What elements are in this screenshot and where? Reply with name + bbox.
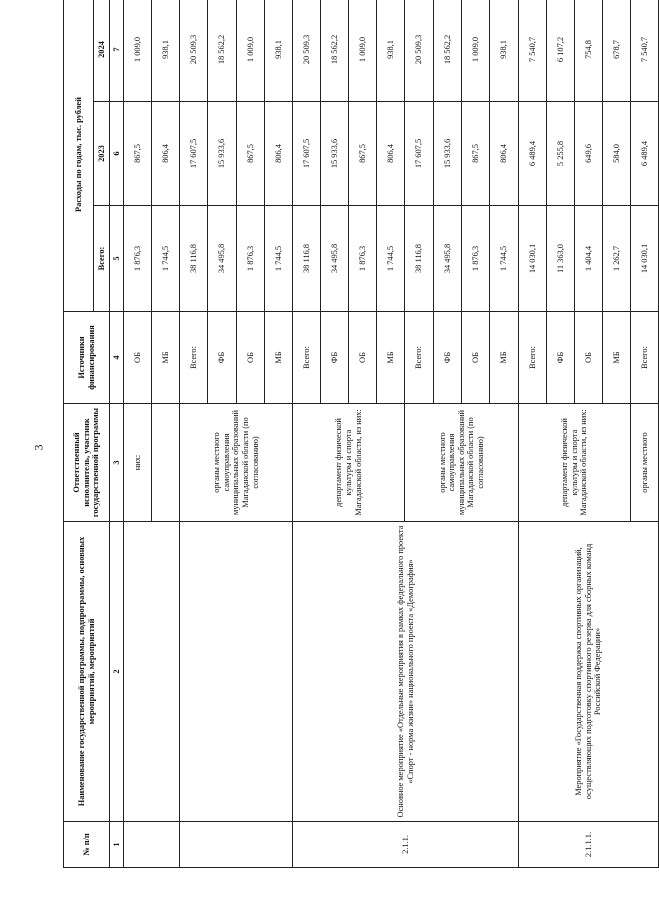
- value-2023-cell: 6 489,4: [518, 102, 546, 206]
- item-number: 2.1.1.: [293, 822, 518, 868]
- total-cell: 14 030,1: [518, 206, 546, 312]
- value-2023-cell: 17 607,5: [293, 102, 321, 206]
- value-2024-cell: 1 009,0: [124, 0, 152, 102]
- table-row: [180, 0, 208, 868]
- index-cell: 3: [110, 404, 124, 522]
- total-cell: 1 744,5: [377, 206, 405, 312]
- source-cell: ОБ: [236, 312, 264, 404]
- item-number: 2.1.1.1.: [518, 822, 658, 868]
- value-2023-cell: 806,4: [152, 102, 180, 206]
- value-2023-cell: 5 255,8: [546, 102, 574, 206]
- source-cell: Всего:: [405, 312, 433, 404]
- header-source: Источники финансирования: [64, 312, 110, 404]
- source-cell: Всего:: [630, 312, 658, 404]
- index-cell: 7: [110, 0, 124, 102]
- index-cell: 6: [110, 102, 124, 206]
- value-2023-cell: 15 933,6: [208, 102, 236, 206]
- total-cell: 34 495,8: [208, 206, 236, 312]
- source-cell: ФБ: [433, 312, 461, 404]
- index-cell: 1: [110, 822, 124, 868]
- header-2024: 2024: [94, 0, 110, 102]
- value-2023-cell: 584,0: [602, 102, 630, 206]
- executor-cell: органы местного самоуправления муниципальных образований Магаданской области (по согласованию): [180, 404, 293, 522]
- value-2024-cell: 20 509,3: [180, 0, 208, 102]
- value-2023-cell: 806,4: [265, 102, 293, 206]
- total-cell: 1 876,3: [349, 206, 377, 312]
- value-2024-cell: 7 540,7: [518, 0, 546, 102]
- value-2024-cell: 678,7: [602, 0, 630, 102]
- executor-cell: департамент физической культуры и спорта Магаданской области, из них:: [293, 404, 405, 522]
- value-2024-cell: 20 509,3: [293, 0, 321, 102]
- value-2024-cell: 938,1: [490, 0, 518, 102]
- total-cell: 34 495,8: [433, 206, 461, 312]
- index-cell: 2: [110, 522, 124, 822]
- source-cell: МБ: [490, 312, 518, 404]
- value-2023-cell: 17 607,5: [180, 102, 208, 206]
- source-cell: МБ: [377, 312, 405, 404]
- header-name: Наименование государственной программы, подпрограммы, основных мероприятий, мероприятий: [64, 522, 110, 822]
- value-2023-cell: 17 607,5: [405, 102, 433, 206]
- source-cell: ОБ: [574, 312, 602, 404]
- value-2023-cell: 806,4: [377, 102, 405, 206]
- value-2023-cell: 867,5: [236, 102, 264, 206]
- executor-cell: департамент физической культуры и спорта Магаданской области, из них:: [518, 404, 630, 522]
- value-2023-cell: 867,5: [124, 102, 152, 206]
- value-2023-cell: 15 933,6: [433, 102, 461, 206]
- header-total: Всего:: [94, 206, 110, 312]
- source-cell: МБ: [152, 312, 180, 404]
- source-cell: МБ: [265, 312, 293, 404]
- source-cell: ФБ: [321, 312, 349, 404]
- value-2024-cell: 754,8: [574, 0, 602, 102]
- page-number: 3: [31, 444, 46, 451]
- header-expenses: Расходы по годам, тыс. рублей: [64, 0, 94, 312]
- total-cell: 34 495,8: [321, 206, 349, 312]
- value-2023-cell: 867,5: [462, 102, 490, 206]
- source-cell: МБ: [602, 312, 630, 404]
- index-cell: 5: [110, 206, 124, 312]
- source-cell: ФБ: [546, 312, 574, 404]
- executor-cell: органы местного: [630, 404, 658, 522]
- index-cell: 4: [110, 312, 124, 404]
- total-cell: 1 876,3: [236, 206, 264, 312]
- rotated-table-container: [63, 0, 659, 868]
- source-cell: Всего:: [293, 312, 321, 404]
- source-cell: ОБ: [349, 312, 377, 404]
- source-cell: ФБ: [208, 312, 236, 404]
- value-2023-cell: 6 489,4: [630, 102, 658, 206]
- value-2024-cell: 7 540,7: [630, 0, 658, 102]
- header-2023: 2023: [94, 102, 110, 206]
- item-name: Мероприятие «Государственная поддержка спортивных организаций, осуществляющих подготовку спортивного резерва для сборных команд Российской Федерации»: [518, 522, 658, 822]
- value-2023-cell: 806,4: [490, 102, 518, 206]
- total-cell: 1 744,5: [265, 206, 293, 312]
- total-cell: 1 876,3: [124, 206, 152, 312]
- value-2023-cell: 15 933,6: [321, 102, 349, 206]
- executor-cell: них:: [124, 404, 152, 522]
- value-2023-cell: 867,5: [349, 102, 377, 206]
- total-cell: 1 744,5: [490, 206, 518, 312]
- item-name: Основное мероприятие «Отдельные мероприятия в рамках федерального проекта «Спорт - норма жизни» национального проекта «Демография»: [293, 522, 518, 822]
- total-cell: 11 363,0: [546, 206, 574, 312]
- value-2023-cell: 649,6: [574, 102, 602, 206]
- value-2024-cell: 938,1: [265, 0, 293, 102]
- value-2024-cell: 18 562,2: [321, 0, 349, 102]
- value-2024-cell: 20 509,3: [405, 0, 433, 102]
- executor-cell: органы местного самоуправления муниципальных образований Магаданской области (по согласованию): [405, 404, 518, 522]
- source-cell: ОБ: [462, 312, 490, 404]
- table-row: [124, 0, 152, 868]
- total-cell: 1 876,3: [462, 206, 490, 312]
- header-num: № п/п: [64, 822, 110, 868]
- total-cell: 14 030,1: [630, 206, 658, 312]
- value-2024-cell: 18 562,2: [433, 0, 461, 102]
- source-cell: ОБ: [124, 312, 152, 404]
- value-2024-cell: 938,1: [377, 0, 405, 102]
- value-2024-cell: 6 107,2: [546, 0, 574, 102]
- table-row: [518, 0, 546, 868]
- table-row: [293, 0, 321, 868]
- value-2024-cell: 18 562,2: [208, 0, 236, 102]
- total-cell: 1 262,7: [602, 206, 630, 312]
- value-2024-cell: 1 009,0: [236, 0, 264, 102]
- expenses-table: [63, 0, 659, 868]
- source-cell: Всего:: [518, 312, 546, 404]
- total-cell: 38 116,8: [293, 206, 321, 312]
- header-executor: Ответственный исполнитель, участник государственной программы: [64, 404, 110, 522]
- value-2024-cell: 938,1: [152, 0, 180, 102]
- value-2024-cell: 1 009,0: [462, 0, 490, 102]
- total-cell: 1 404,4: [574, 206, 602, 312]
- total-cell: 38 116,8: [180, 206, 208, 312]
- total-cell: 38 116,8: [405, 206, 433, 312]
- total-cell: 1 744,5: [152, 206, 180, 312]
- value-2024-cell: 1 009,0: [349, 0, 377, 102]
- source-cell: Всего:: [180, 312, 208, 404]
